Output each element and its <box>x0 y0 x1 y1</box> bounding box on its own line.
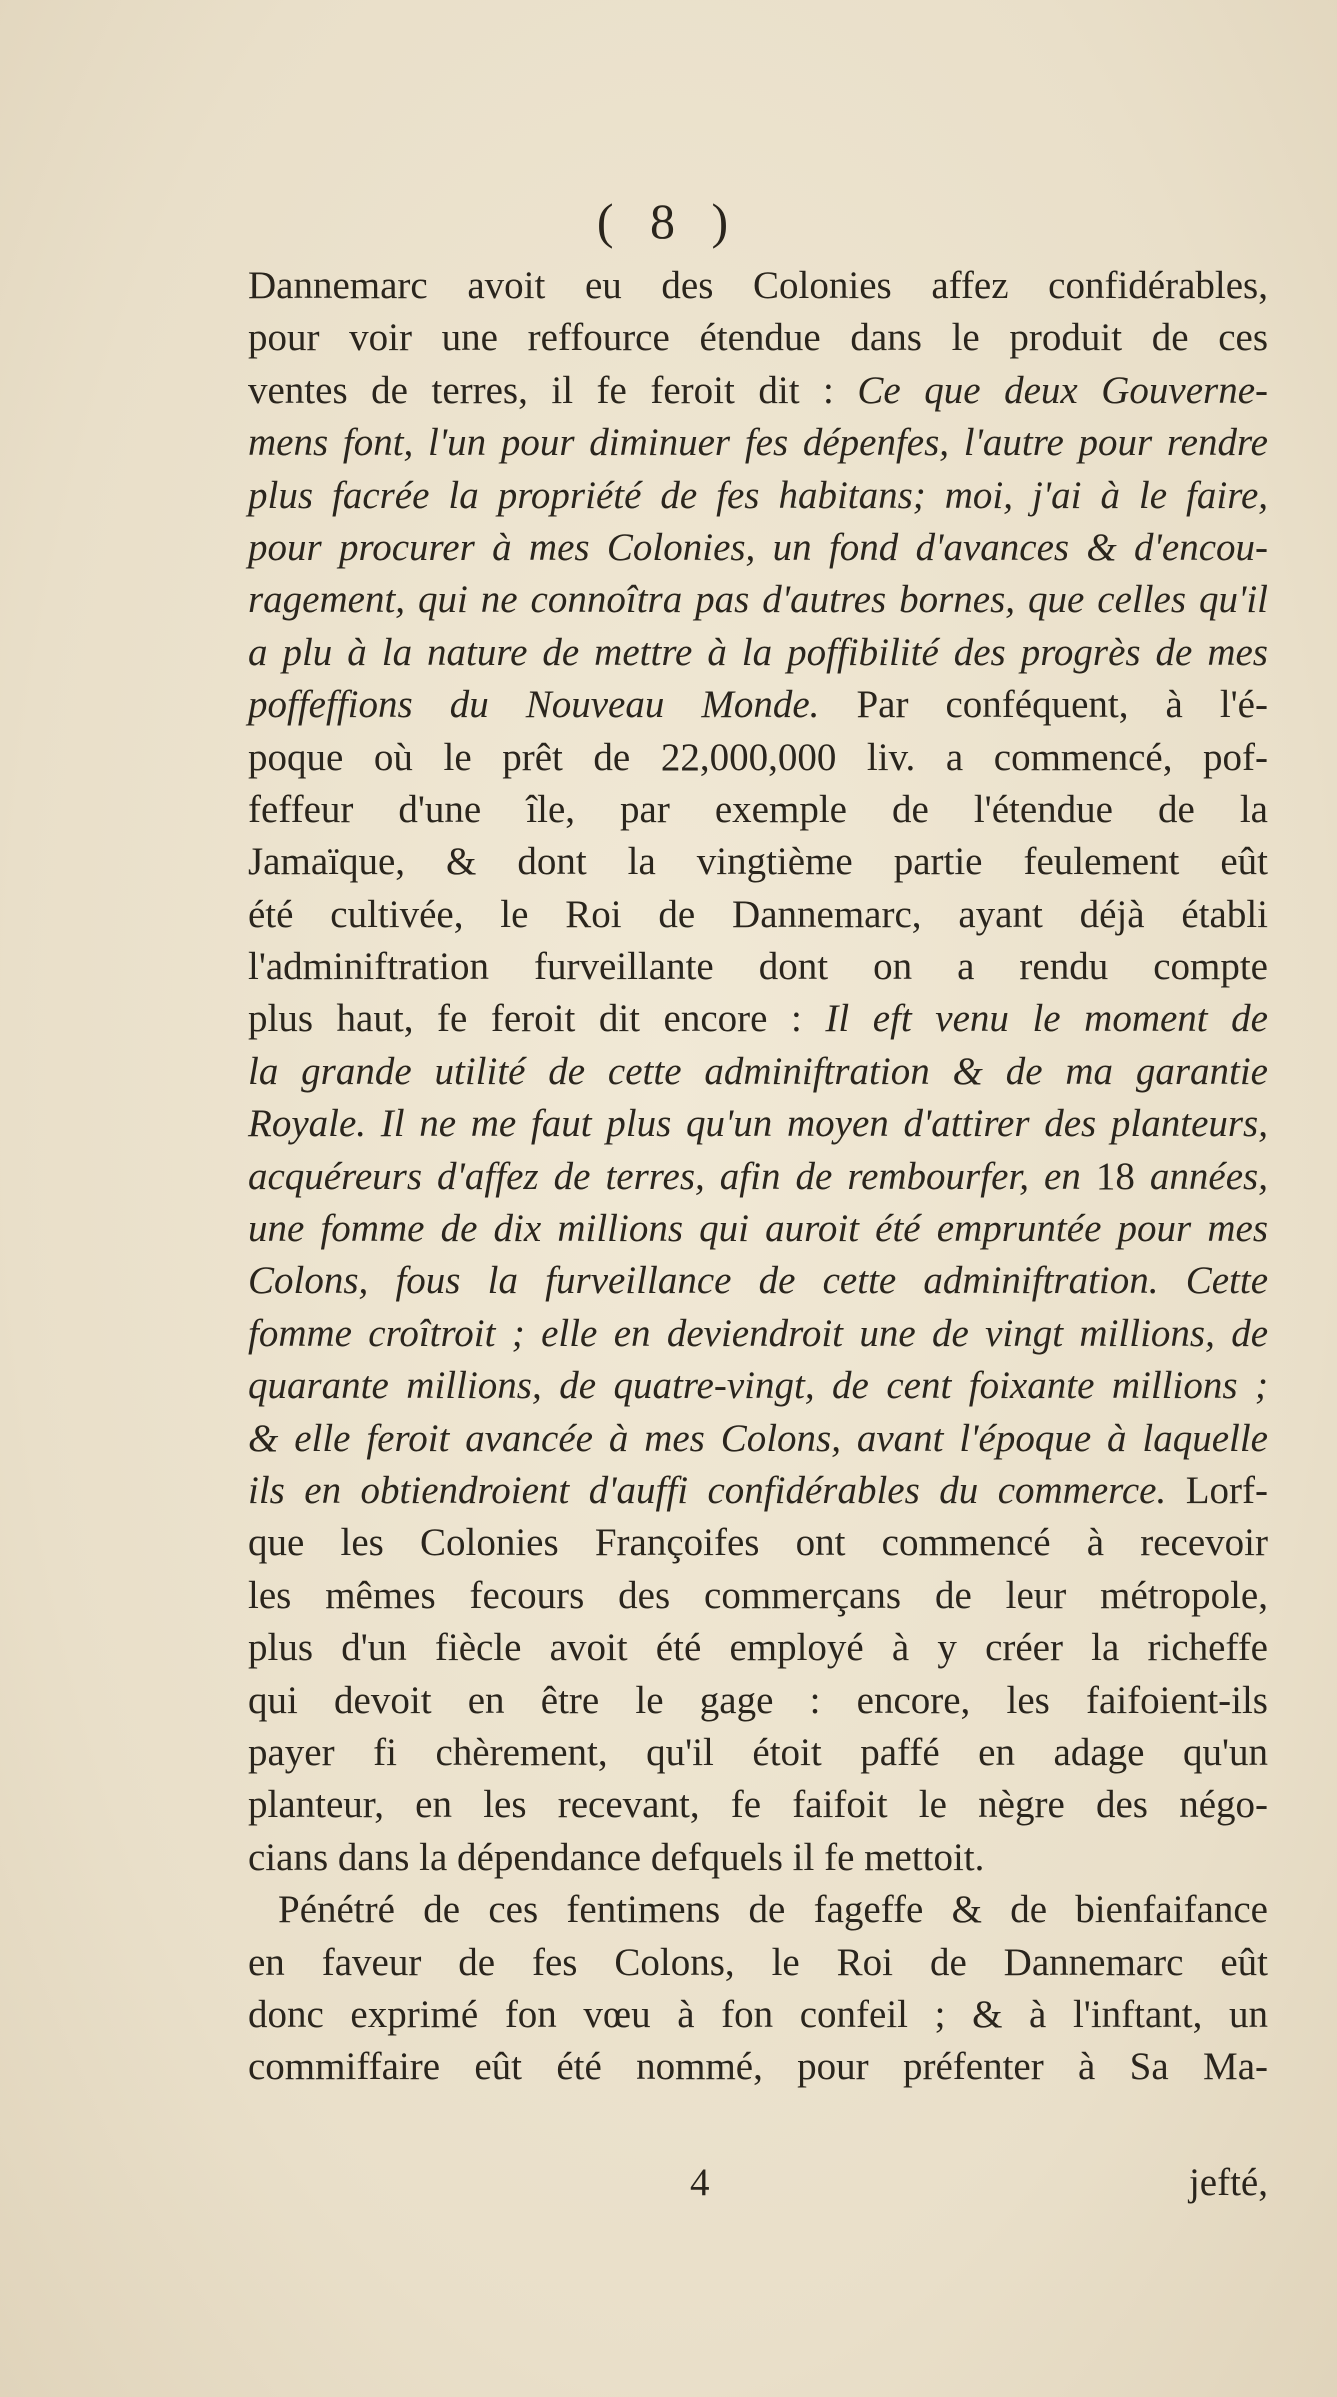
signature-mark: 4 <box>690 2161 710 2204</box>
roman-text: en faveur de fes Colons, le Roi de Dannemarc eût <box>248 1940 1268 1984</box>
text-line <box>248 312 1268 364</box>
text-line <box>248 470 1268 522</box>
roman-text: que les Colonies Françoifes ont commencé à recevoir <box>248 1521 1268 1565</box>
italic-text: Ce que deux Gouvernе- <box>857 368 1269 412</box>
text-line <box>248 784 1268 836</box>
page-footer <box>248 2160 1268 2220</box>
italic-text: & elle feroit avancée à mes Colons, avant l'époque à laquelle <box>248 1416 1268 1460</box>
roman-text: plus haut, fe feroit dit encore : <box>248 997 826 1041</box>
text-line <box>248 1151 1268 1203</box>
text-line <box>248 1098 1268 1150</box>
text-line <box>248 1675 1268 1727</box>
roman-text: poque où le prêt de 22,000,000 liv. a commencé, pof- <box>248 735 1268 779</box>
text-line <box>248 1046 1268 1098</box>
roman-text: plus d'un fiècle avoit été employé à y créer la richeffe <box>248 1626 1268 1670</box>
text-line <box>248 1937 1268 1989</box>
roman-text: les mêmes fecours des commerçans de leur métropole, <box>248 1573 1268 1617</box>
italic-text: la grande utilité de cette adminiftration & de ma garantie <box>248 1049 1268 1093</box>
roman-text: 18 <box>1095 1154 1135 1198</box>
roman-text: planteur, en les recevant, fe faifoit le nègre des négo- <box>248 1783 1268 1827</box>
roman-text: commiffaire eût été nommé, pour préfenter à Sa Ma- <box>248 2045 1268 2089</box>
italic-text: mens font, l'un pour diminuer fes dépenfes, l'autre pour rendre <box>248 421 1268 465</box>
roman-text: ventes de terres, il fe feroit dit : <box>248 368 858 412</box>
text-line <box>248 1255 1268 1307</box>
italic-text: acquéreurs d'affez de terres, afin de rembourfer, en <box>248 1154 1096 1198</box>
text-line <box>248 1727 1268 1779</box>
roman-text: Lorf- <box>1166 1468 1268 1512</box>
text-line <box>248 1570 1268 1622</box>
text-line <box>248 1413 1268 1465</box>
body-text <box>248 260 1268 2094</box>
roman-text: feffeur d'une île, par exemple de l'étendue de la <box>248 787 1268 831</box>
text-line <box>248 836 1268 888</box>
text-line <box>248 1989 1268 2041</box>
text-line <box>248 732 1268 784</box>
italic-text: poffeffions du Nouveau Monde. <box>248 683 820 727</box>
roman-text: donc exprimé fon vœu à fon confeil ; & à l'inftant, un <box>248 1992 1268 2036</box>
text-line <box>248 1517 1268 1569</box>
text-line <box>248 889 1268 941</box>
text-line <box>248 1884 1268 1936</box>
roman-text: Pénétré de ces fentimens de fageffe & de bienfaifance <box>278 1888 1268 1932</box>
italic-text: une fomme de dix millions qui auroit été empruntée pour mes <box>248 1207 1268 1251</box>
italic-text: Colons, fous la furveillance de cette adminiftration. Cette <box>248 1259 1268 1303</box>
italic-text: a plu à la nature de mettre à la poffibilité des progrès de mes <box>248 630 1268 674</box>
catchword: jefté, <box>1188 2161 1268 2204</box>
italic-text: fomme croîtroit ; elle en deviendroit une de vingt millions, de <box>248 1311 1268 1355</box>
text-line <box>248 679 1268 731</box>
page-number: ( 8 ) <box>596 193 741 249</box>
text-line <box>248 417 1268 469</box>
text-line <box>248 1360 1268 1412</box>
text-line <box>248 2041 1268 2093</box>
italic-text: ragement, qui ne connoîtra pas d'autres bornes, que celles qu'il <box>248 578 1268 622</box>
text-line <box>248 941 1268 993</box>
roman-text: qui devoit en être le gage : encore, les faifoient-ils <box>248 1678 1268 1722</box>
italic-text: plus facrée la propriété de fes habitans; moi, j'ai à le faire, <box>248 473 1268 517</box>
text-line <box>248 1622 1268 1674</box>
roman-text: Dannemarc avoit eu des Colonies affez confidérables, <box>248 264 1268 307</box>
roman-text: l'adminiftration furveillante dont on a rendu compte <box>248 945 1268 989</box>
italic-text: pour procurer à mes Colonies, un fond d'avances & d'encou- <box>248 525 1268 569</box>
text-line <box>248 1779 1268 1831</box>
text-line <box>248 365 1268 417</box>
roman-text: Par conféquent, à l'é- <box>819 683 1268 727</box>
italic-text: ils en obtiendroient d'auffi confidérables du commerce. <box>248 1468 1167 1512</box>
text-line <box>248 993 1268 1045</box>
text-line <box>248 574 1268 626</box>
text-line <box>248 260 1268 312</box>
text-line <box>248 1465 1268 1517</box>
text-line <box>248 1832 1268 1884</box>
italic-text: années, <box>1134 1154 1268 1198</box>
italic-text: Royale. Il ne me faut plus qu'un moyen d'attirer des planteurs, <box>248 1102 1268 1146</box>
italic-text: Il eft venu le moment de <box>825 997 1268 1041</box>
roman-text: payer fi chèrement, qu'il étoit paffé en adage qu'un <box>248 1730 1268 1774</box>
text-line <box>248 627 1268 679</box>
text-line <box>248 1203 1268 1255</box>
italic-text: quarante millions, de quatre-vingt, de cent foixante millions ; <box>248 1364 1268 1408</box>
text-line <box>248 1308 1268 1360</box>
roman-text: Jamaïque, & dont la vingtième partie feulement eût <box>248 840 1268 884</box>
roman-text: cians dans la dépendance defquels il fe mettoit. <box>248 1835 985 1879</box>
roman-text: été cultivée, le Roi de Dannemarc, ayant déjà établi <box>248 892 1268 936</box>
roman-text: pour voir une reffource étendue dans le produit de ces <box>248 316 1268 360</box>
text-line <box>248 522 1268 574</box>
